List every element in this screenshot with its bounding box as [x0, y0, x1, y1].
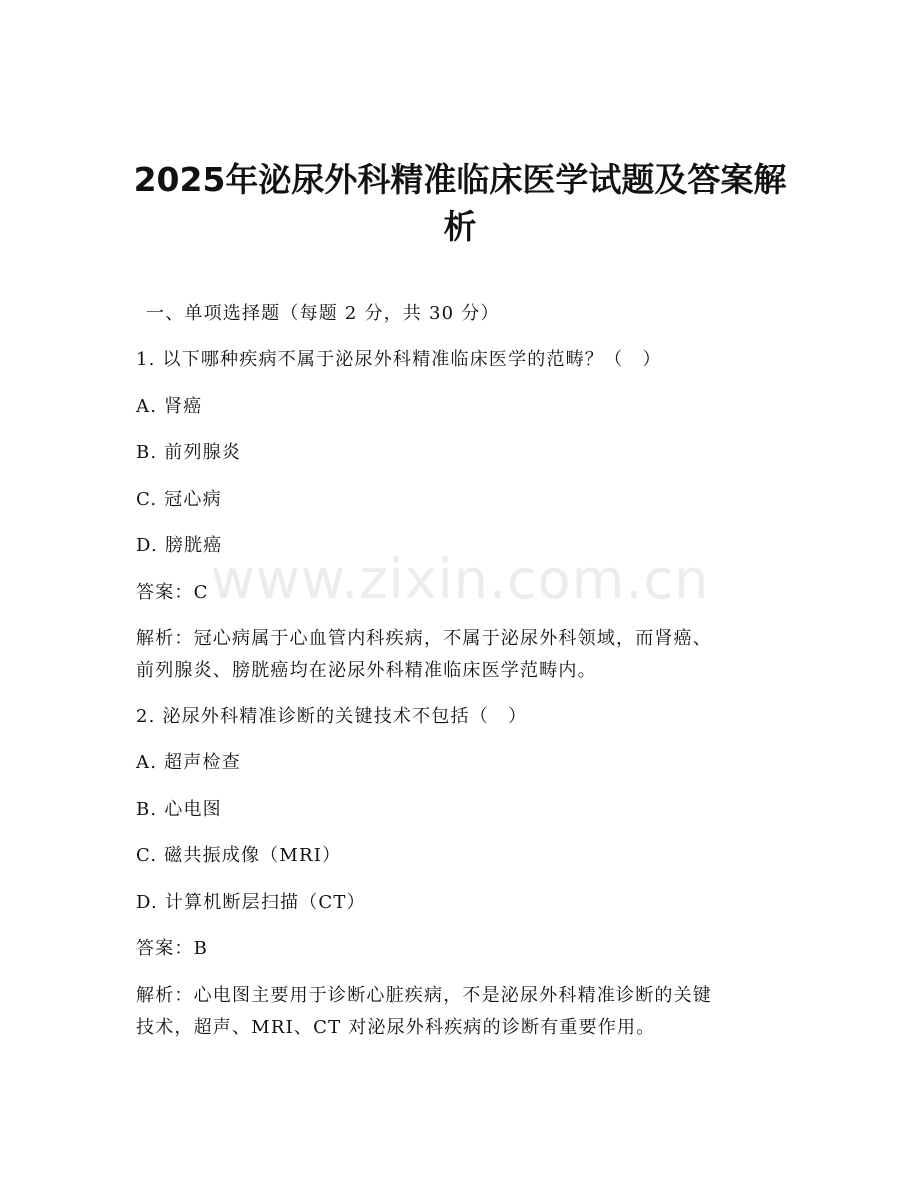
- question-2-answer: 答案：B: [136, 938, 209, 959]
- question-2-explanation-line-1: 解析：心电图主要用于诊断心脏疾病，不是泌尿外科精准诊断的关键: [136, 985, 712, 1006]
- question-1-answer: 答案：C: [136, 582, 209, 603]
- document-title-line-2: 析: [443, 207, 477, 246]
- question-1-option-d: D. 膀胱癌: [136, 535, 223, 556]
- section-heading: 一、单项选择题（每题 2 分，共 30 分）: [146, 303, 500, 324]
- document-title-line-1: 2025年泌尿外科精准临床医学试题及答案解: [133, 160, 787, 199]
- question-1-explanation-line-2: 前列腺炎、膀胱癌均在泌尿外科精准临床医学范畴内。: [136, 660, 597, 681]
- question-2-stem: 2. 泌尿外科精准诊断的关键技术不包括（ ）: [136, 706, 528, 727]
- question-2-option-c: C. 磁共振成像（MRI）: [136, 845, 342, 866]
- question-2-explanation-line-2: 技术，超声、MRI、CT 对泌尿外科疾病的诊断有重要作用。: [136, 1017, 656, 1038]
- question-1-option-b: B. 前列腺炎: [136, 442, 242, 463]
- question-2-option-d: D. 计算机断层扫描（CT）: [136, 892, 366, 913]
- question-1-option-a: A. 肾癌: [136, 396, 203, 417]
- question-1-explanation-line-1: 解析：冠心病属于心血管内科疾病，不属于泌尿外科领域，而肾癌、: [136, 628, 712, 649]
- question-1-stem: 1. 以下哪种疾病不属于泌尿外科精准临床医学的范畴？（ ）: [136, 349, 662, 370]
- question-2-option-b: B. 心电图: [136, 799, 222, 820]
- watermark: www.zixin.com.cn: [210, 548, 710, 611]
- question-2-option-a: A. 超声检查: [136, 752, 241, 773]
- question-1-option-c: C. 冠心病: [136, 489, 222, 510]
